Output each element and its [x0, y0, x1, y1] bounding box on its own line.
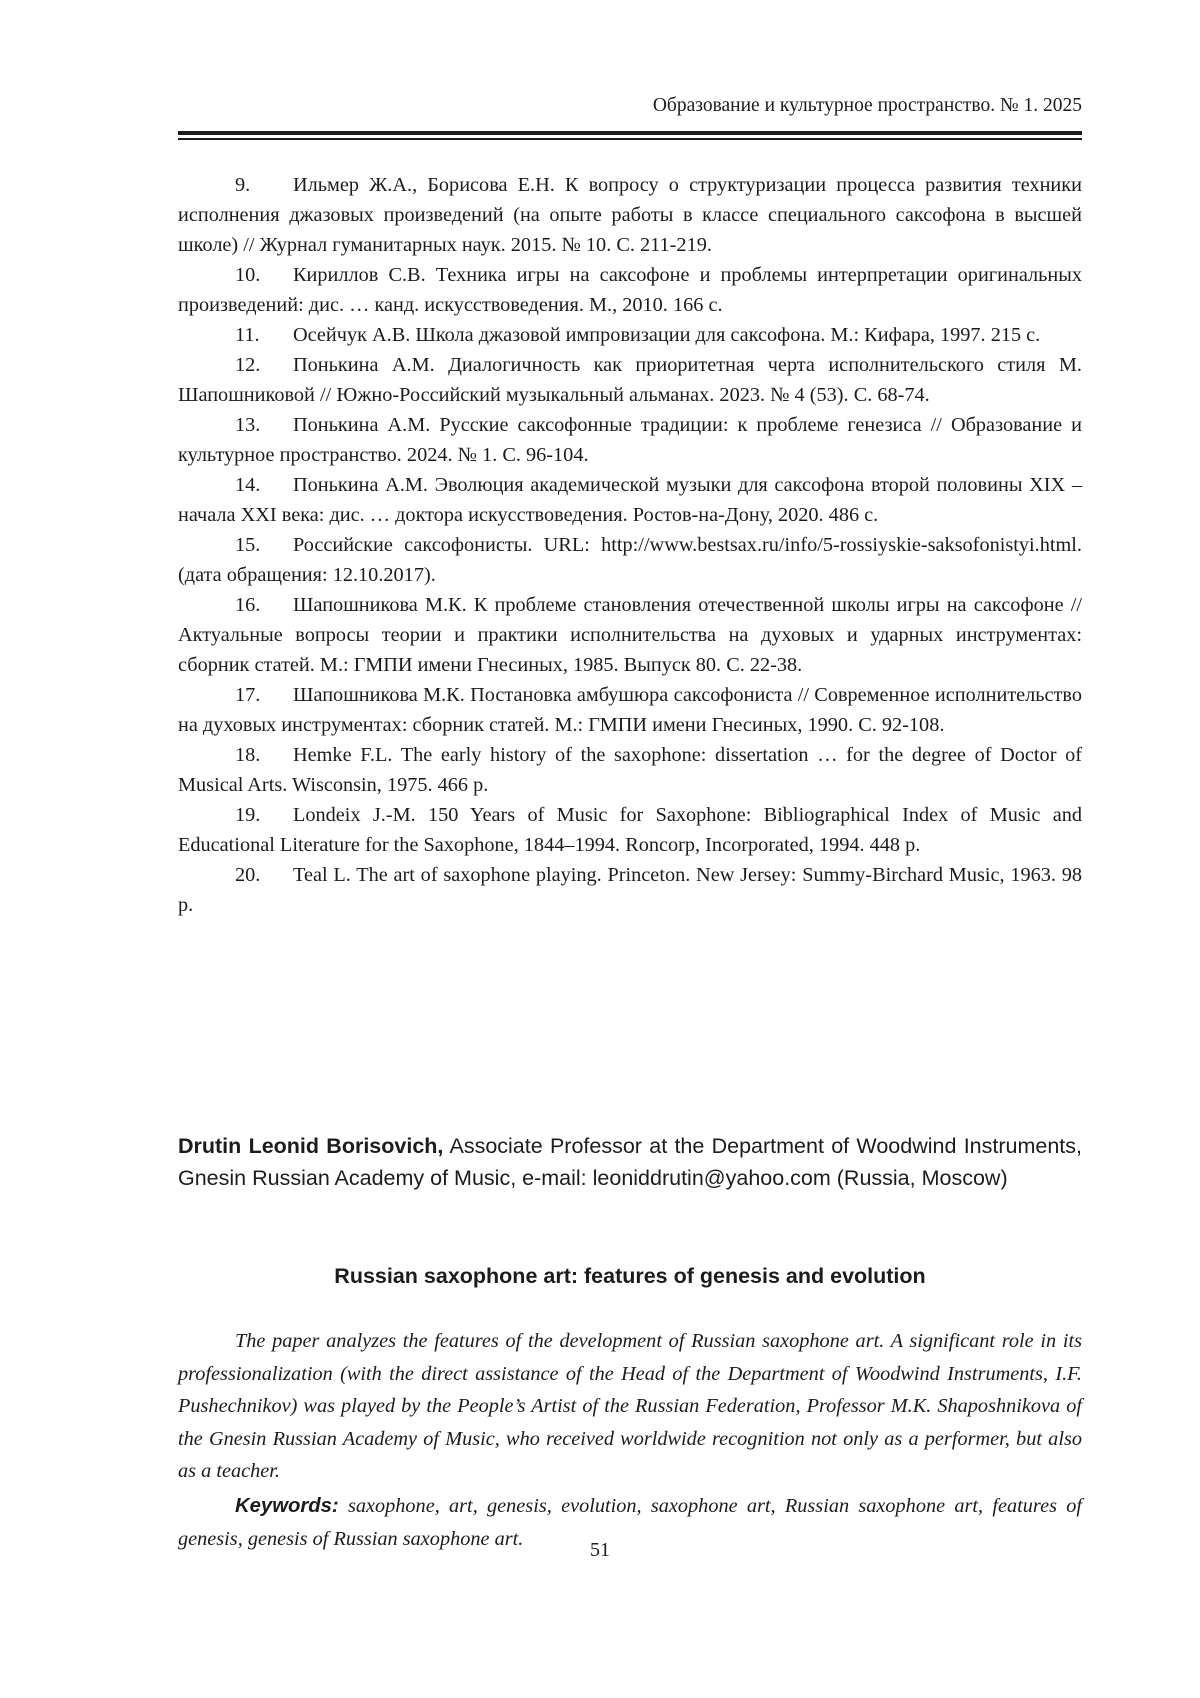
reference-number: 18.	[235, 744, 261, 766]
reference-item	[178, 470, 1082, 530]
reference-list	[178, 170, 1082, 920]
reference-item	[178, 170, 1082, 260]
reference-number: 16.	[235, 594, 261, 616]
reference-text: Шапошникова М.К. Постановка амбушюра саксофониста // Современное исполнительство на духовых инструментах: сборник статей. М.: ГМПИ имени Гнесиных, 1990. С. 92-108.	[178, 684, 1082, 736]
reference-text: Шапошникова М.К. К проблеме становления отечественной школы игры на саксофоне // Актуальные вопросы теории и практики исполнительства на духовых и ударных инструментах: сборник статей. М.: ГМПИ имени Гнесиных, 1985. Выпуск 80. С. 22-38.	[178, 594, 1082, 676]
running-header: Образование и культурное пространство. № 1. 2025	[652, 95, 1082, 116]
reference-text: Ильмер Ж.А., Борисова Е.Н. К вопросу о структуризации процесса развития техники исполнения джазовых произведений (на опыте работы в классе специального саксофона в высшей школе) // Журнал гуманитарных наук. 2015. № 10. С. 211-219.	[178, 174, 1082, 256]
keywords-label: Keywords:	[235, 1495, 339, 1517]
reference-item	[178, 410, 1082, 470]
reference-item	[178, 740, 1082, 800]
reference-text: Hemke F.L. The early history of the saxophone: dissertation … for the degree of Doctor of Musical Arts. Wisconsin, 1975. 466 p.	[178, 744, 1082, 796]
reference-text: Кириллов С.В. Техника игры на саксофоне и проблемы интерпретации оригинальных произведений: дис. … канд. искусствоведения. М., 2010. 166 с.	[178, 264, 1082, 316]
reference-item	[178, 260, 1082, 320]
reference-number: 12.	[235, 354, 261, 376]
reference-text: Понькина А.М. Эволюция академической музыки для саксофона второй половины XIX – начала XXI века: дис. … доктора искусствоведения. Ростов-на-Дону, 2020. 486 с.	[178, 474, 1082, 526]
reference-item	[178, 860, 1082, 920]
reference-text: Осейчук А.В. Школа джазовой импровизации для саксофона. М.: Кифара, 1997. 215 с.	[293, 324, 1041, 346]
reference-number: 19.	[235, 804, 261, 826]
reference-number: 15.	[235, 534, 261, 556]
reference-text: Понькина А.М. Диалогичность как приоритетная черта исполнительского стиля М. Шапошниковой // Южно-Российский музыкальный альманах. 2023. № 4 (53). С. 68-74.	[178, 354, 1082, 406]
reference-number: 17.	[235, 684, 261, 706]
author-info	[178, 1130, 1082, 1194]
reference-text: Londeix J.-M. 150 Years of Music for Saxophone: Bibliographical Index of Music and Educational Literature for the Saxophone, 1844–1994. Roncorp, Incorporated, 1994. 448 p.	[178, 804, 1082, 856]
author-details: Associate Professor at the Department of Woodwind Instruments, Gnesin Russian Academy of Music, e-mail: leoniddrutin@yahoo.com (Russia, Moscow)	[178, 1134, 1082, 1190]
reference-text: Российские саксофонисты. URL: http://www.bestsax.ru/info/5-rossiyskie-saksofonistyi.html. (дата обращения: 12.10.2017).	[178, 534, 1082, 586]
reference-item	[178, 590, 1082, 680]
reference-text: Teal L. The art of saxophone playing. Princeton. New Jersey: Summy-Birchard Music, 1963. 98 p.	[178, 864, 1082, 916]
article-title: Russian saxophone art: features of genesis and evolution	[334, 1264, 926, 1288]
header-rule-thick	[178, 131, 1082, 135]
page-number: 51	[590, 1539, 610, 1561]
reference-text: Понькина А.М. Русские саксофонные традиции: к проблеме генезиса // Образование и культурное пространство. 2024. № 1. С. 96-104.	[178, 414, 1082, 466]
reference-item	[178, 320, 1082, 350]
reference-number: 13.	[235, 414, 261, 436]
reference-number: 20.	[235, 864, 261, 886]
reference-item	[178, 350, 1082, 410]
reference-item	[178, 680, 1082, 740]
abstract: The paper analyzes the features of the development of Russian saxophone art. A significant role in its professionalization (with the direct assistance of the Head of the Department of Woodwind Instruments, I.F. Pushechnikov) was played by the People’s Artist of the Russian Federation, Professor M.K. Shaposhnikova of the Gnesin Russian Academy of Music, who received worldwide recognition not only as a performer, but also as a teacher.	[178, 1330, 1082, 1482]
reference-item	[178, 530, 1082, 590]
author-name: Drutin Leonid Borisovich,	[178, 1134, 444, 1158]
reference-item	[178, 800, 1082, 860]
keywords-text: saxophone, art, genesis, evolution, saxophone art, Russian saxophone art, features of genesis, genesis of Russian saxophone art.	[178, 1495, 1082, 1550]
reference-number: 10.	[235, 264, 261, 286]
reference-number: 9.	[235, 174, 251, 196]
header-rule-thin	[178, 138, 1082, 140]
reference-number: 11.	[235, 324, 260, 346]
reference-number: 14.	[235, 474, 261, 496]
